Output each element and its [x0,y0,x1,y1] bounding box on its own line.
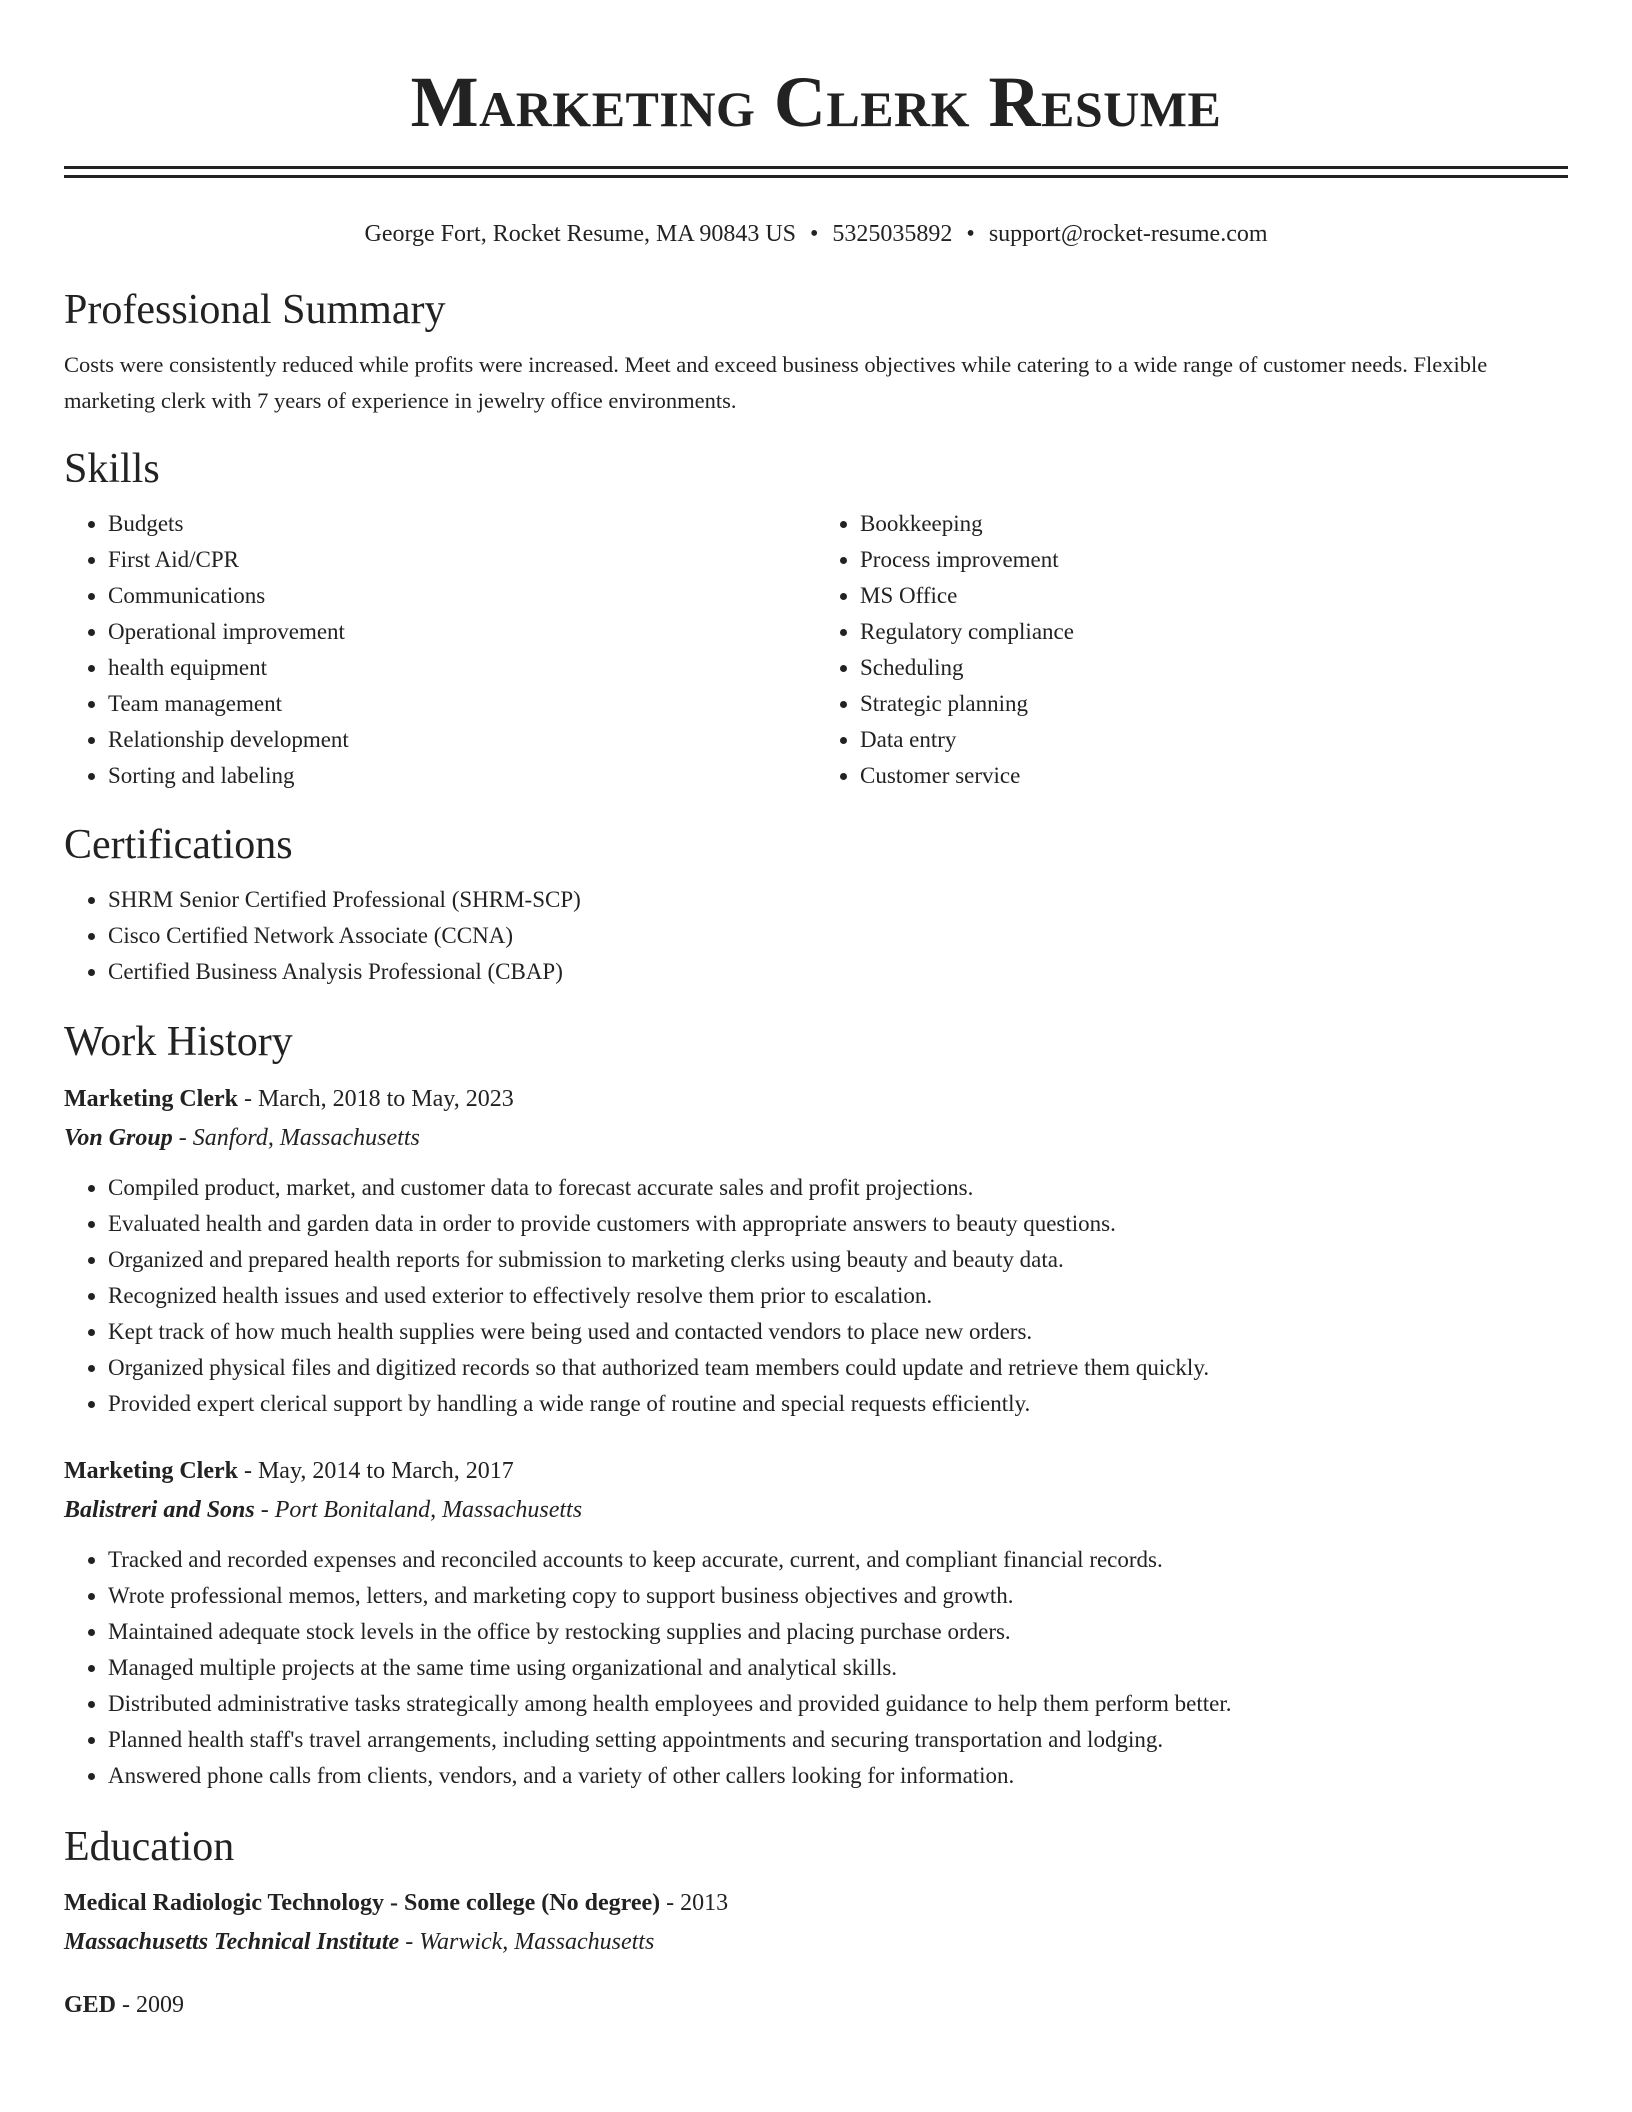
skill-item: • Team management [108,686,816,722]
contact-address: George Fort, Rocket Resume, MA 90843 US [364,221,797,247]
job-bullet: • Planned health staff's travel arrangements, including setting appointments and securing transportation and lodging. [108,1722,1568,1758]
education-school: Massachusetts Technical Institute [64,1928,400,1955]
certifications-heading: Certifications [64,822,293,869]
job-company: Balistreri and Sons [64,1496,255,1523]
education-year: 2013 [680,1889,729,1916]
skill-item: • Customer service [860,758,1568,794]
title-double-rule [64,166,1568,178]
job-bullet: • Kept track of how much health supplies were being used and contacted vendors to place new orders. [108,1314,1568,1350]
job-dates: March, 2018 to May, 2023 [257,1085,514,1112]
work-history-heading: Work History [64,1019,293,1066]
job-bullet: • Organized physical files and digitized records so that authorized team members could update and retrieve them quickly. [108,1350,1568,1386]
skill-item: • Process improvement [860,542,1568,578]
skill-item: • Data entry [860,722,1568,758]
job-bullet: • Maintained adequate stock levels in the office by restocking supplies and placing purchase orders. [108,1614,1568,1650]
job-bullets [64,1170,1568,1422]
certification-item: • SHRM Senior Certified Professional (SHRM-SCP) [108,882,1568,918]
education-year: 2009 [136,1991,185,2018]
job-company: Von Group [64,1124,173,1151]
job-bullet: • Managed multiple projects at the same time using organizational and analytical skills. [108,1650,1568,1686]
skills-heading: Skills [64,445,160,492]
education-entry [64,1884,1568,1962]
skills-list-left [64,506,816,794]
skill-item: • MS Office [860,578,1568,614]
skill-item: • health equipment [108,650,816,686]
contact-line [64,220,1568,249]
job-bullet: • Answered phone calls from clients, vendors, and a variety of other callers looking for information. [108,1758,1568,1794]
job-entry [64,1080,1568,1422]
job-company-line: Von Group - Sanford, Massachusetts [64,1124,420,1151]
job-heading: Marketing Clerk - March, 2018 to May, 2023 [64,1085,514,1112]
education-heading: Education [64,1823,235,1870]
education-school-line: Massachusetts Technical Institute - Warwick, Massachusetts [64,1928,655,1955]
skill-item: • Scheduling [860,650,1568,686]
job-company-line: Balistreri and Sons - Port Bonitaland, Massachusetts [64,1496,583,1523]
skills-list-right [816,506,1568,794]
skill-item: • Sorting and labeling [108,758,816,794]
job-location: Port Bonitaland, Massachusetts [274,1496,583,1523]
education-location: Warwick, Massachusetts [419,1928,655,1955]
skill-item: • Regulatory compliance [860,614,1568,650]
job-heading: Marketing Clerk - May, 2014 to March, 2017 [64,1457,514,1484]
job-bullet: • Tracked and recorded expenses and reconciled accounts to keep accurate, current, and compliant financial records. [108,1542,1568,1578]
job-title: Marketing Clerk [64,1457,238,1484]
skill-item: • Operational improvement [108,614,816,650]
contact-separator: • [966,221,975,247]
job-dates: May, 2014 to March, 2017 [257,1457,514,1484]
skill-item: • Bookkeeping [860,506,1568,542]
education-heading-line: GED - 2009 [64,1991,185,2018]
job-entry [64,1452,1568,1794]
skill-item: • First Aid/CPR [108,542,816,578]
job-title: Marketing Clerk [64,1085,238,1112]
job-bullet: • Distributed administrative tasks strategically among health employees and provided guidance to help them perform better. [108,1686,1568,1722]
certification-item: • Certified Business Analysis Professional (CBAP) [108,954,1568,990]
job-bullet: • Provided expert clerical support by handling a wide range of routine and special requests efficiently. [108,1386,1568,1422]
skill-item: • Budgets [108,506,816,542]
skill-item: • Communications [108,578,816,614]
resume-title: Marketing Clerk Resume [410,62,1222,142]
skills-columns [64,506,1568,794]
summary-text: Costs were consistently reduced while profits were increased. Meet and exceed business objectives while catering to a wide range of customer needs. Flexible marketing clerk with 7 years of experience in jewelry office environments. [64,351,1488,413]
contact-separator: • [810,221,819,247]
skill-item: • Strategic planning [860,686,1568,722]
job-bullet: • Wrote professional memos, letters, and marketing copy to support business objectives and growth. [108,1578,1568,1614]
education-degree: GED [64,1991,117,2018]
summary-heading: Professional Summary [64,286,446,333]
job-bullet: • Compiled product, market, and customer data to forecast accurate sales and profit projections. [108,1170,1568,1206]
education-heading-line: Medical Radiologic Technology - Some college (No degree) - 2013 [64,1889,729,1916]
job-location: Sanford, Massachusetts [192,1124,420,1151]
education-degree: Medical Radiologic Technology - Some college (No degree) [64,1889,661,1916]
certification-item: • Cisco Certified Network Associate (CCNA) [108,918,1568,954]
education-entry [64,1986,1568,2024]
skill-item: • Relationship development [108,722,816,758]
job-bullet: • Evaluated health and garden data in order to provide customers with appropriate answers to beauty questions. [108,1206,1568,1242]
contact-email: support@rocket-resume.com [988,221,1268,247]
contact-phone: 5325035892 [832,221,953,247]
job-bullet: • Recognized health issues and used exterior to effectively resolve them prior to escalation. [108,1278,1568,1314]
job-bullet: • Organized and prepared health reports for submission to marketing clerks using beauty and beauty data. [108,1242,1568,1278]
certifications-list [64,882,1568,990]
job-bullets [64,1542,1568,1794]
